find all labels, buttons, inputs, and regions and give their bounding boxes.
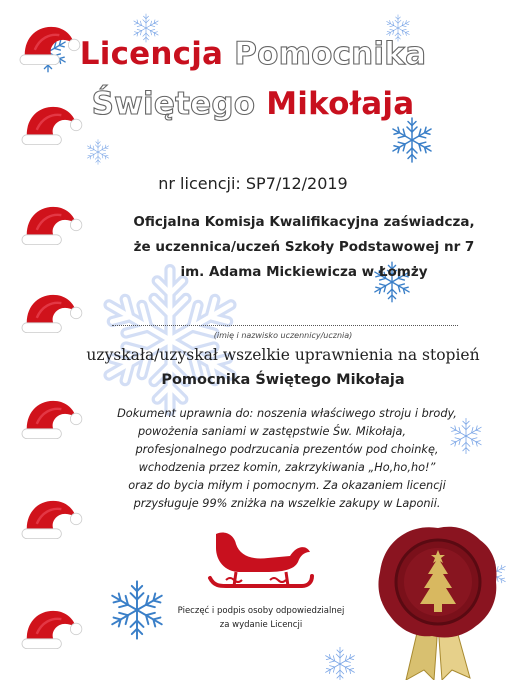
- title-swietego: Świętego: [91, 86, 256, 122]
- title-mikolaja: Mikołaja: [266, 86, 415, 122]
- granted-text: uzyskała/uzyskał wszelkie uprawnienia na stopień: [86, 346, 480, 364]
- wax-seal-icon: [372, 520, 506, 680]
- privilege-line: oraz do bycia miłym i pomocnym. Za okazaniem licencji: [128, 479, 446, 492]
- title-licencja: Licencja: [79, 36, 224, 72]
- title-pomocnika: Pomocnika: [234, 36, 427, 72]
- privilege-line: profesjonalnego podrzucania prezentów pod choinkę,: [135, 443, 439, 456]
- license-number: nr licencji: SP7/12/2019: [158, 174, 348, 193]
- privilege-line: przysługuje 99% zniżka na wszelkie zakupy w Laponii.: [133, 497, 441, 510]
- title-line-2: [0, 86, 506, 122]
- privilege-line: powożenia saniami w zastępstwie Św. Mikołaja,: [137, 425, 407, 438]
- title-line-1: [0, 36, 506, 72]
- committee-statement: [108, 210, 500, 285]
- signature-line: za wydanie Licencji: [219, 620, 303, 630]
- document-privileges: [92, 405, 482, 513]
- name-line: [112, 325, 458, 326]
- privilege-line: Dokument uprawnia do: noszenia właściwego stroju i brody,: [117, 407, 457, 420]
- committee-line: im. Adama Mickiewicza w Łomży: [180, 264, 428, 280]
- name-caption: (imię i nazwisko uczennicy/ucznia): [213, 331, 353, 340]
- rank-text: Pomocnika Świętego Mikołaja: [161, 372, 405, 388]
- committee-line: Oficjalna Komisja Kwalifikacyjna zaświadcza,: [133, 214, 475, 230]
- signature-caption: [156, 604, 366, 632]
- committee-line: że uczennica/uczeń Szkoły Podstawowej nr 7: [133, 239, 475, 255]
- signature-line: Pieczęć i podpis osoby odpowiedzialnej: [177, 606, 345, 616]
- privilege-line: wchodzenia przez komin, zakrzykiwania „Ho,ho,ho!”: [138, 461, 436, 474]
- sleigh-icon: [206, 528, 316, 588]
